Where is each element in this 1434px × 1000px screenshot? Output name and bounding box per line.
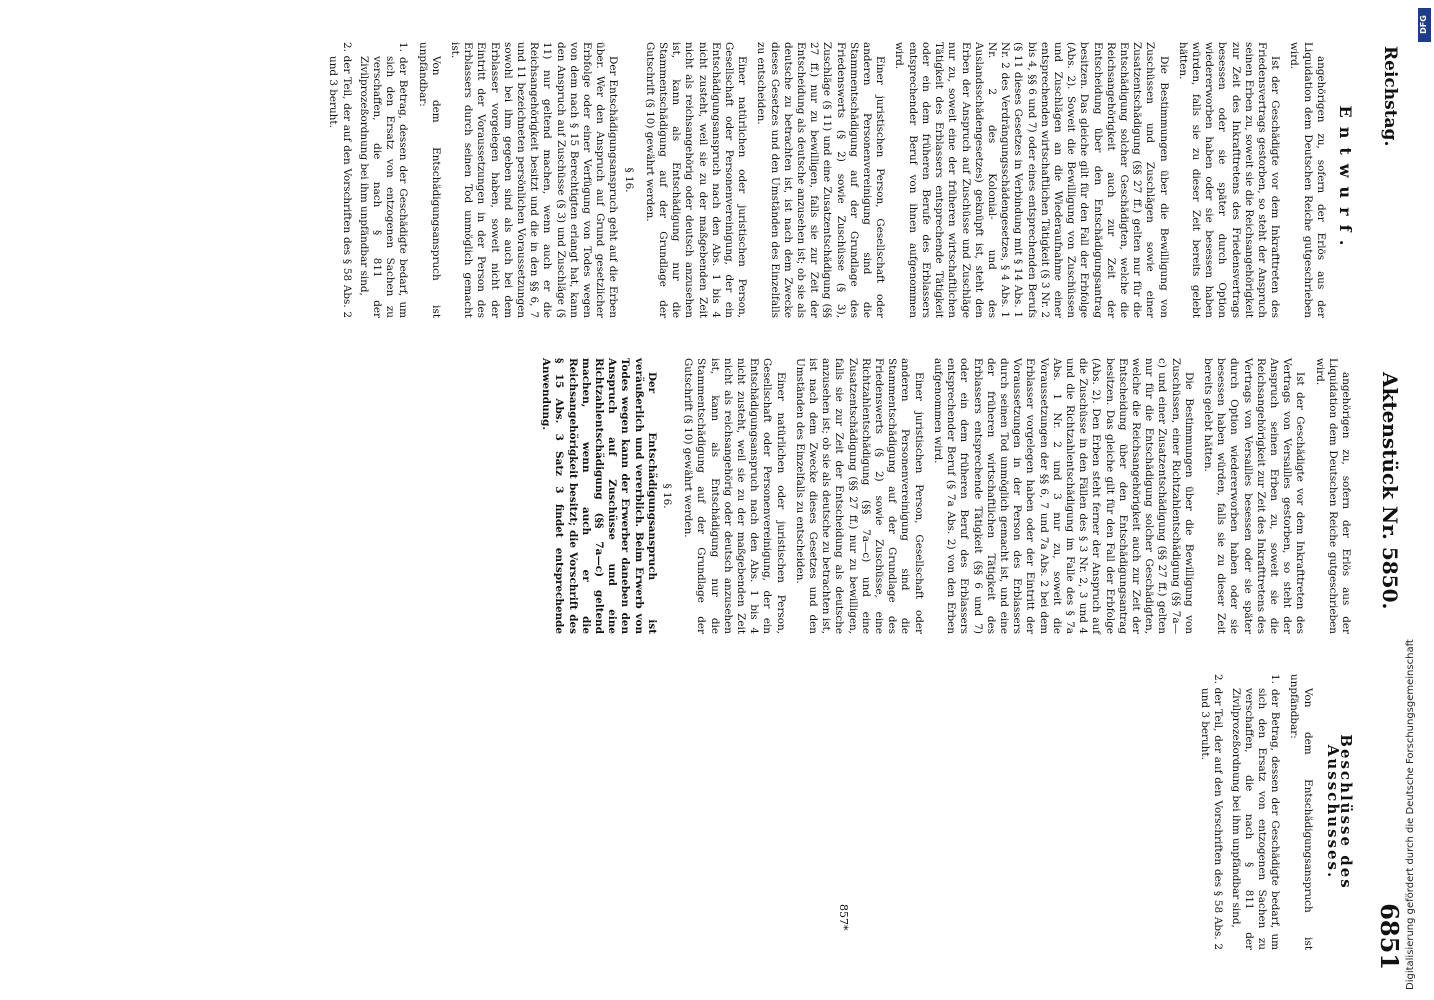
paragraph: Die Bestimmungen über die Bewilligung von Zuschüssen und Zuschlägen sowie einer Zusatzentschädigung (§§ 27 ff.) gelten nur für die Entschädigung solcher Geschädigten, welche die Reichsangehörigkeit auch zur Zeit der Entscheidung über den Entschädigungsantrag besitzen. Das gleiche gilt für den Fall der Erbfolge (Abs. 2). Soweit die Bewilligung von Zuschüssen und Zuschlägen an die Wiederaufnahme einer entsprechenden wirtschaftlichen Tätigkeit (§ 3 Nr. 2 bis 4, §§ 6 und 7) oder eines entsprechenden Berufs (§ 11 dieses Gesetzes in Verbindung mit § 14 Abs. 1 Nr. 2 des Verdrängungsschädengesetzes, § 4 Abs. 1 Nr. 2 des Kolonial- und des Auslandsschädengesetzes) geknüpft ist, steht den Erben der Anspruch auf Zuschüsse und Zuschläge nur zu, soweit eine der früheren wirtschaftlichen Tätigkeit des Erblassers entsprechende Tätigkeit oder ein dem früheren Berufe des Erblassers entsprechender Beruf von ihnen aufgenommen wird. (893, 42, 1170, 318)
paragraph: Von dem Entschädigungsanspruch ist unpfändbar: (416, 42, 442, 318)
paragraph: Einer natürlichen oder juristischen Person, Gesellschaft oder Personenvereinigung, der ein Entschädigungsanspruch nach den Abs. 1 bis 4 nicht zusteht, weil sie zu der maßgebenden Zeit nicht als reichsangehörig oder deutsch anzusehen ist, kann als Entschädigung nur die Stammentschädigung auf der Grundlage der Gutschrift (§ 10) gewährt werden. (682, 358, 787, 634)
page-header (1364, 12, 1410, 988)
paragraph: Der Entschädigungsanspruch ist veräußerlich und vererblich. Beim Erwerb von Todes wegen kann der Erwerber daneben den Anspruch auf Zuschüsse und eine Richtzahlentschädigung (§§ 7a—c) geltend machen, wenn auch er die Reichsangehörigkeit besitzt; die Vorschrift des § 15 Abs. 3 Satz 3 findet entsprechende Anwendung. (540, 358, 658, 634)
column-draft-title: Entwurf. (1336, 105, 1355, 255)
paragraph: Einer juristischen Person, Gesellschaft oder anderen Personenvereinigung sind die Stammentschädigung auf der Grundlage des Friedenswerts (§ 2) sowie Zuschüsse (§ 3), Zuschläge (§ 11) und eine Zusatzentschädigung (§§ 27 ff.) nur zu bewilligen, falls sie zur Zeit der Entscheidung als deutsche anzusehen ist; ob sie als deutsche zu betrachten ist, ist nach dem Zwecke dieses Gesetzes und den Umständen des Einzelfalls zu entscheiden. (755, 42, 887, 318)
paragraph: Die Bestimmungen über die Bewilligung von Zuschüssen, einer Richtzahlentschädigung (§§ 7a—c) und einer Zusatzentschädigung (§§ 27 ff.) gelten nur für die Entschädigung solcher Geschädigten, welche die Reichsangehörigkeit auch zur Zeit der Entscheidung über den Entschädigungsantrag besitzen. Das gleiche gilt für den Fall der Erbfolge (Abs. 2). Den Erben steht ferner der Anspruch auf die Zuschüsse in den Fällen des § 3 Nr. 2, 3 und 4 und die Richtzahlentschädigung im Falle des § 7a Abs. 1 Nr. 2 und 3 nur zu, soweit die Voraussetzungen der §§ 6, 7 und 7a Abs. 2 bei dem Erblasser vorgelegen haben oder der Eintritt der Voraussetzungen in der Person des Erblassers durch seinen Tod unmöglich gemacht ist, und eine der früheren wirtschaftlichen Tätigkeit des Erblassers entsprechende Tätigkeit (§§ 6 und 7) oder ein dem früheren Beruf des Erblassers entsprechender Beruf (§ 7a Abs. 2) von den Erben aufgenommen wird. (931, 358, 1195, 634)
column-resolutions-title: Beschlüsse des Ausschusses. (1323, 734, 1355, 890)
section-heading: § 16. (661, 483, 674, 509)
column-draft (322, 42, 1355, 318)
paragraph: Von dem Entschädigungsanspruch ist unpfändbar: (1288, 674, 1314, 950)
paragraph: Einer natürlichen oder juristischen Person, Gesellschaft oder Personenvereinigung, der ein Entschädigungsanspruch nach den Abs. 1 bis 4 nicht zusteht, weil sie zu der maßgebenden Zeit nicht als reichsangehörig oder deutsch anzusehen ist, kann als Entschädigung nur die Stammentschädigung auf der Grundlage der Gutschrift (§ 10) gewährt werden. (643, 42, 749, 318)
list-item: 2. der Teil, der auf den Vorschriften des § 58 Abs. 2 und 3 beruht. (1199, 674, 1225, 950)
paragraph: Einer juristischen Person, Gesellschaft oder anderen Personenvereinigung sind die Stammentschädigung auf der Grundlage des Friedenswerts (§ 2) sowie Zuschüsse, eine Richtzahlentschädigung (§§ 7a—c) und eine Zusatzentschädigung (§§ 27 ff.) nur zu bewilligen, falls sie zur Zeit der Entscheidung als deutsche anzusehen ist; ob sie als deutsche zu betrachten ist, ist nach dem Zwecke dieses Gesetzes und den Umständen des Einzelfalls zu entscheiden. (793, 358, 925, 634)
paragraph: Ist der Geschädigte vor dem Inkrafttreten des Friedensvertrags gestorben, so steht der Anspruch seinen Erben zu, soweit sie die Reichsangehörigkeit zur Zeit des Inkrafttretens des Friedensvertrags besessen oder sie später durch Option wiedererworben haben oder sie besessen haben würden, falls sie zu dieser Zeit bereits gelebt hätten. (1176, 42, 1282, 318)
list-item: 1. der Betrag, dessen der Geschädigte bedarf, um sich den Ersatz von entzogenen Sachen zu verschaffen, die nach § 811 der Zivilprozeßordnung bei ihm unpfändbar sind, (1229, 674, 1282, 950)
header-title: Aktenstück Nr. 5850. (1378, 372, 1402, 610)
page-mark: 857* (837, 904, 850, 931)
paragraph: angehörigen zu, sofern der Erlös aus der Liquidation dem Deutschen Reiche gutgeschrieben wird. (1288, 42, 1327, 318)
paragraph: angehörigen zu, sofern der Erlös aus der Liquidation dem Deutschen Reiche gutgeschrieben wird. (1313, 358, 1352, 634)
dfg-credit-text: Digitalisierung gefördert durch die Deutsche Forschungsgemeinschaft (1405, 639, 1416, 990)
dfg-logo-text: DFG (1418, 15, 1428, 34)
section-heading: § 16. (622, 167, 635, 193)
document-page (160, 12, 1410, 988)
list-item: 2. der Teil, der auf den Vorschriften des § 58 Abs. 2 und 3 beruht. (327, 42, 353, 318)
header-left: Reichstag. (1380, 46, 1400, 147)
column-middle (533, 358, 1352, 634)
page-number: 6851 (1375, 903, 1404, 970)
paragraph: Ist der Geschädigte vor dem Inkrafttreten des Vertrags von Versailles gestorben, so steht der Anspruch seinen Erben zu, soweit sie die Reichsangehörigkeit zur Zeit des Inkrafttretens des Vertrags von Versailles besessen oder sie später durch Option wiedererworben haben oder sie besessen haben würden, falls sie zu dieser Zeit bereits gelebt hätten. (1201, 358, 1307, 634)
dfg-logo (1418, 8, 1431, 42)
paragraph: Der Entschädigungsanspruch geht auf die Erben über. Wer den Anspruch auf Grund gesetzlicher Erbfolge oder einer Verfügung von Todes wegen von dem nach § 15 Berechtigten erlangt hat, kann den Anspruch auf Zuschüsse (§ 3) und Zuschläge (§ 11) nur geltend machen, wenn auch er die Reichsangehörigkeit besitzt und die in den §§ 6, 7 und 11 bezeichneten persönlichen Voraussetzungen sowohl bei ihm gegeben sind als auch bei dem Erblasser vorgelegen haben, soweit nicht der Eintritt der Voraussetzungen in der Person des Erblassers durch seinen Tod unmöglich gemacht ist. (449, 42, 620, 318)
column-resolutions (1194, 674, 1355, 950)
list-item: 1. der Betrag, dessen der Geschädigte bedarf, um sich den Ersatz von entzogenen Sachen zu verschaffen, die nach § 811 der Zivilprozeßordnung bei ihm unpfändbar sind, (357, 42, 410, 318)
